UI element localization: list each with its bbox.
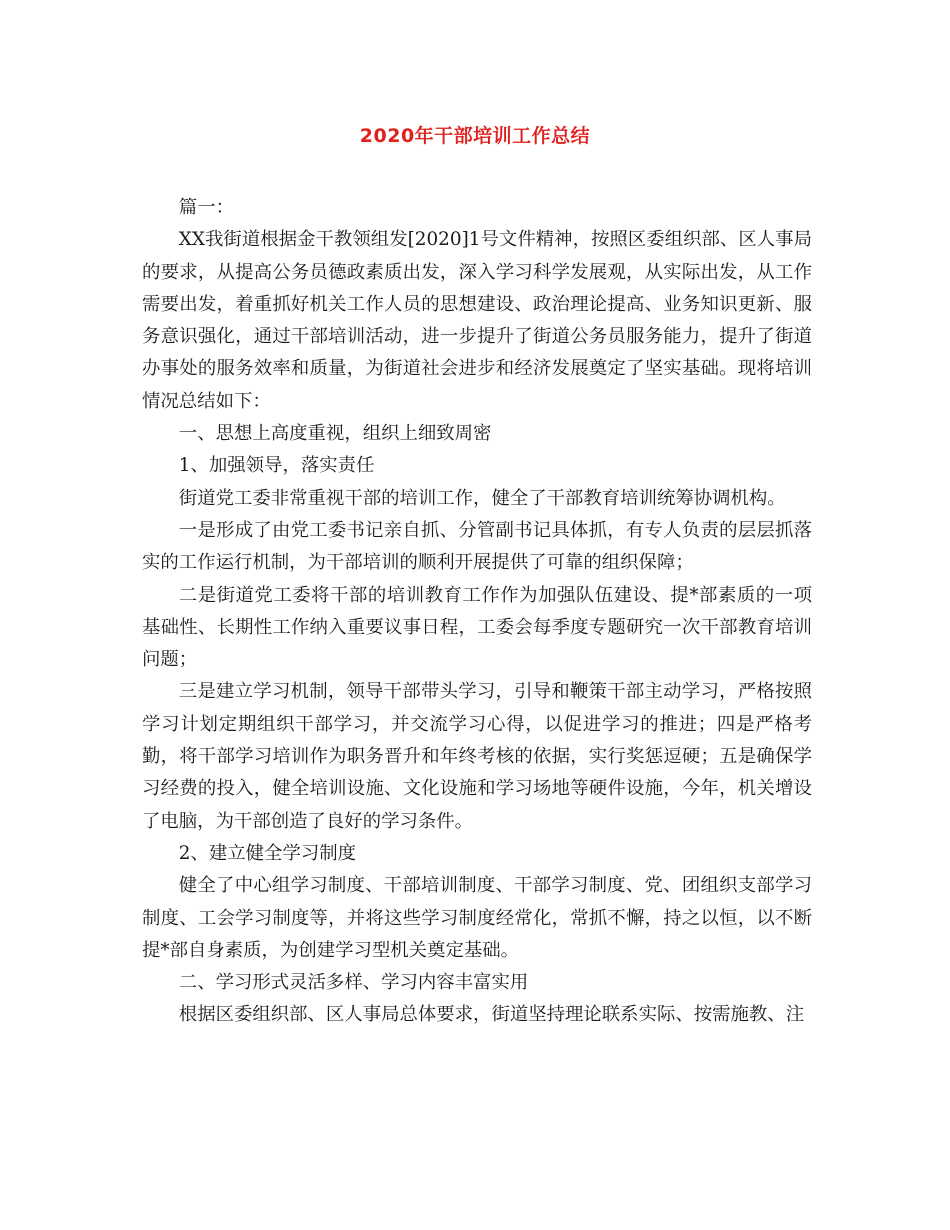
paragraph-part-label: 篇一： bbox=[178, 197, 234, 218]
paragraph: 根据区委组织部、区人事局总体要求，街道坚持理论联系实际、按需施教、注 bbox=[178, 1004, 805, 1026]
section-heading-1: 一、思想上高度重视，组织上细致周密 bbox=[178, 423, 492, 445]
paragraph: 街道党工委非常重视干部的培训工作，健全了干部教育培训统筹协调机构。 bbox=[178, 487, 786, 509]
paragraph: 一是形成了由党工委书记亲自抓、分管副书记具体抓，有专人负责的层层抓落实的工作运行机制，为干部培训的顺利开展提供了可靠的组织保障； bbox=[142, 519, 812, 574]
section-heading-2: 二、学习形式灵活多样、学习内容丰富实用 bbox=[178, 972, 529, 994]
paragraph: 健全了中心组学习制度、干部培训制度、干部学习制度、党、团组织支部学习制度、工会学习制度等，并将这些学习制度经常化，常抓不懈，持之以恒，以不断提*部自身素质，为创建学习型机关奠定基础。 bbox=[142, 875, 812, 961]
document-body bbox=[142, 192, 812, 1032]
document-title: 2020年干部培训工作总结 bbox=[359, 125, 591, 147]
subsection-heading-1: 1、加强领导，落实责任 bbox=[178, 455, 375, 477]
subsection-heading-2: 2、建立健全学习制度 bbox=[178, 842, 357, 864]
paragraph: 三是建立学习机制，领导干部带头学习，引导和鞭策干部主动学习，严格按照学习计划定期组织干部学习，并交流学习心得，以促进学习的推进；四是严格考勤，将干部学习培训作为职务晋升和年终考核的依据，实行奖惩逗硬；五是确保学习经费的投入，健全培训设施、文化设施和学习场地等硬件设施，今年，机关增设了电脑，为干部创造了良好的学习条件。 bbox=[142, 681, 812, 832]
paragraph-intro: XX我街道根据金干教领组发[2020]1号文件精神，按照区委组织部、区人事局的要求，从提高公务员德政素质出发，深入学习科学发展观，从实际出发，从工作需要出发，着重抓好机关工作人员的思想建设、政治理论提高、业务知识更新、服务意识强化，通过干部培训活动，进一步提升了街道公务员服务能力，提升了街道办事处的服务效率和质量，为街道社会进步和经济发展奠定了坚实基础。现将培训情况总结如下： bbox=[142, 229, 812, 412]
paragraph: 二是街道党工委将干部的培训教育工作作为加强队伍建设、提*部素质的一项基础性、长期性工作纳入重要议事日程，工委会每季度专题研究一次干部教育培训问题； bbox=[142, 584, 812, 671]
